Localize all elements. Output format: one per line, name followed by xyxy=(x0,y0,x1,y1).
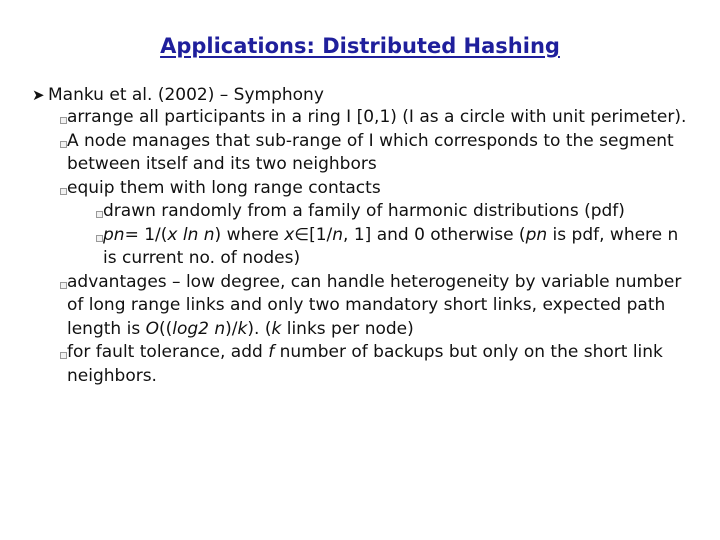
square-bullet-icon xyxy=(60,282,67,289)
advantages-text: advantages – low degree, can handle heterogeneity by variable number of long range links and only two mandatory short links, expected path length is xyxy=(67,271,682,339)
pdf-symbol: pn xyxy=(525,224,548,245)
square-bullet-icon xyxy=(60,141,67,148)
square-bullet-icon xyxy=(60,188,67,195)
bullet-subrange xyxy=(67,130,692,177)
advantages-text: links per node) xyxy=(281,318,414,339)
bullet-main xyxy=(32,84,698,106)
bullet-fault-tolerance xyxy=(67,341,692,388)
pdf-text: ) where xyxy=(214,224,285,245)
bullet-subrange-text: A node manages that sub-range of I which corresponds to the segment between itself and its two neighbors xyxy=(67,130,674,174)
bullet-long-range-text: equip them with long range contacts xyxy=(67,177,381,198)
advantages-variable: k xyxy=(237,318,248,339)
bullet-advantages xyxy=(67,271,692,342)
square-bullet-icon xyxy=(96,211,103,218)
pdf-formula: x ln n xyxy=(167,224,215,245)
advantages-variable: k xyxy=(271,318,282,339)
bullet-long-range xyxy=(67,177,692,201)
bullet-pdf xyxy=(103,224,688,271)
arrow-bullet-icon: ➤ xyxy=(32,86,45,104)
pdf-text: is pdf, where n is current no. of nodes) xyxy=(103,224,679,268)
bullet-harmonic-text: drawn randomly from a family of harmonic distributions (pdf) xyxy=(103,201,625,221)
pdf-text: ∈[1/ xyxy=(294,224,333,245)
advantages-text: (( xyxy=(158,318,173,339)
bullet-main-text: Manku et al. (2002) – Symphony xyxy=(48,85,324,105)
square-bullet-icon xyxy=(96,235,103,242)
slide-title: Applications: Distributed Hashing xyxy=(160,34,560,58)
bullet-ring xyxy=(67,106,692,130)
advantages-text: )/ xyxy=(225,318,238,339)
bullet-harmonic xyxy=(103,200,688,224)
pdf-symbol: pn xyxy=(103,224,125,245)
bullet-list xyxy=(0,84,720,388)
pdf-variable: n xyxy=(332,224,344,245)
fault-tolerance-text: number of backups but only on the short link neighbors. xyxy=(67,342,663,386)
advantages-formula: O xyxy=(145,318,159,339)
square-bullet-icon xyxy=(60,352,67,359)
square-bullet-icon xyxy=(60,117,67,124)
bullet-ring-text: arrange all participants in a ring I [0,1) (I as a circle with unit perimeter). xyxy=(67,107,687,127)
pdf-text: , 1] and 0 otherwise ( xyxy=(343,224,526,245)
fault-tolerance-variable: f xyxy=(268,342,275,362)
advantages-formula: log2 n xyxy=(172,318,226,339)
pdf-variable: x xyxy=(284,224,295,245)
pdf-text: = 1/( xyxy=(124,224,168,245)
advantages-text: ). ( xyxy=(247,318,272,339)
fault-tolerance-text: for fault tolerance, add xyxy=(67,342,269,362)
